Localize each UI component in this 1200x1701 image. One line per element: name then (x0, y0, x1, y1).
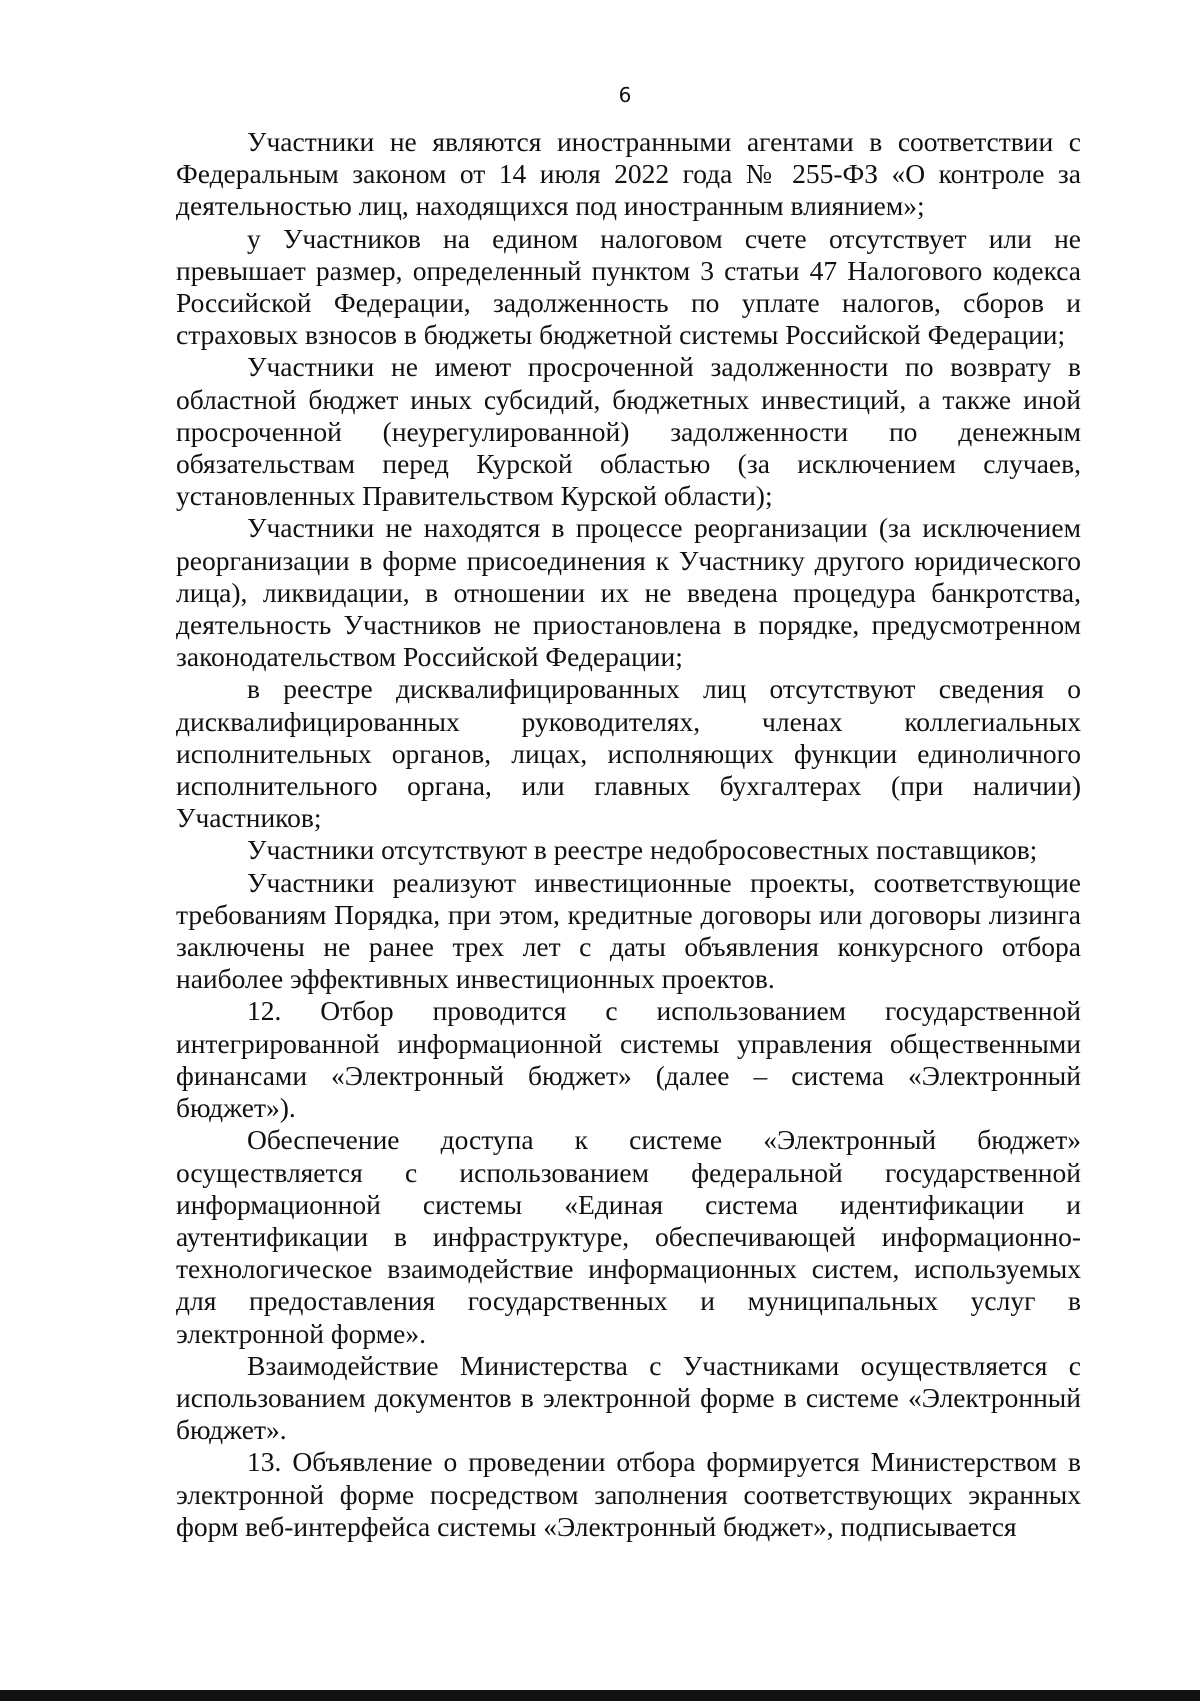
paragraph-item-13: 13. Объявление о проведении отбора формируется Министерством в электронной форме посредством заполнения соответствующих экранных форм веб-интерфейса системы «Электронный бюджет», подписывается (176, 1446, 1081, 1542)
paragraph-unfair-suppliers: Участники отсутствуют в реестре недобросовестных поставщиков; (247, 834, 1038, 866)
paragraph-investment-projects: Участники реализуют инвестиционные проекты, соответствующие требованиям Порядка, при этом, кредитные договоры или договоры лизинга заключены не ранее трех лет с даты объявления конкурсного отбора наиболее эффективных инвестиционных проектов. (176, 866, 1081, 995)
paragraph-overdue-debt: Участники не имеют просроченной задолженности по возврату в областной бюджет иных субсидий, бюджетных инвестиций, а также иной просроченной (неурегулированной) задолженности по денежным обязательствам перед Курской областью (за исключением случаев, установленных Правительством Курской области); (176, 351, 1081, 512)
scan-bottom-edge (0, 1690, 1200, 1701)
paragraph-tax-debt: у Участников на едином налоговом счете отсутствует или не превышает размер, определенный пунктом 3 статьи 47 Налогового кодекса Российской Федерации, задолженность по уплате налогов, сборов и страховых взносов в бюджеты бюджетной системы Российской Федерации; (176, 222, 1081, 351)
paragraph-item-12: 12. Отбор проводится с использованием государственной интегрированной информационной системы управления общественными финансами «Электронный бюджет» (далее – система «Электронный бюджет»). (176, 995, 1081, 1124)
paragraph-foreign-agents: Участники не являются иностранными агентами в соответствии с Федеральным законом от 14 июля 2022 года № 255-ФЗ «О контроле за деятельностью лиц, находящихся под иностранным влиянием»; (176, 126, 1081, 222)
document-body (176, 126, 1081, 1543)
paragraph-system-access: Обеспечение доступа к системе «Электронный бюджет» осуществляется с использованием федеральной государственной информационной системы «Единая система идентификации и аутентификации в инфраструктуре, обеспечивающей информационно-технологическое взаимодействие информационных систем, используемых для предоставления государственных и муниципальных услуг в электронной форме». (176, 1124, 1081, 1349)
paragraph-interaction: Взаимодействие Министерства с Участниками осуществляется с использованием документов в электронной форме в системе «Электронный бюджет». (176, 1349, 1081, 1446)
paragraph-disqualified-persons: в реестре дисквалифицированных лиц отсутствуют сведения о дисквалифицированных руководителях, членах коллегиальных исполнительных органов, лицах, исполняющих функции единоличного исполнительного органа, или главных бухгалтерах (при наличии) Участников; (176, 673, 1081, 834)
paragraph-reorganization: Участники не находятся в процессе реорганизации (за исключением реорганизации в форме присоединения к Участнику другого юридического лица), ликвидации, в отношении их не введена процедура банкротства, деятельность Участников не приостановлена в порядке, предусмотренном законодательством Российской Федерации; (176, 512, 1081, 673)
page-number: 6 (618, 83, 632, 107)
